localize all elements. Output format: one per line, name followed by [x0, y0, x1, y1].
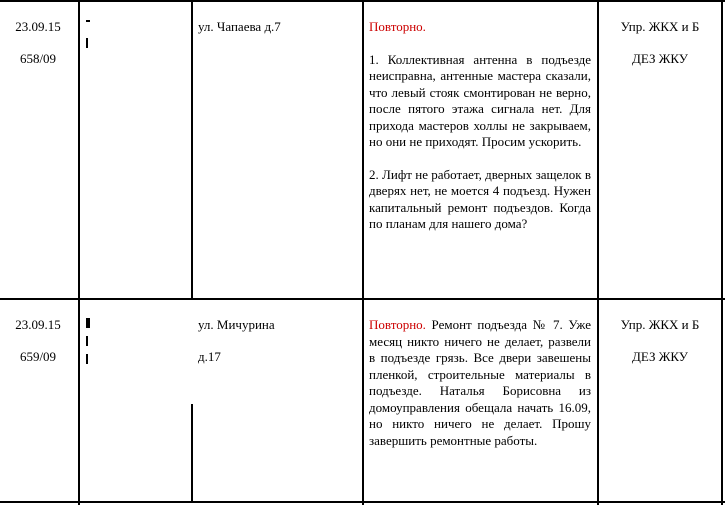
column-divider [362, 0, 364, 505]
row-org-primary: Упр. ЖКХ и Б [620, 317, 700, 332]
row-divider [0, 501, 725, 503]
request-paragraph: 1. Коллективная антенна в подъезде неисправна, антенные мастера сказали, что левый стояк смонтирован не верно, после пятого этажа сигнала нет. Для прихода мастеров холлы не закрываем, но они не приходят. Просим ускорить. [369, 51, 591, 149]
request-paragraph: 2. Лифт не работает, дверных защелок в дверях нет, не моется 4 подъезд. Нужен капитальный ремонт подъездов. Когда по планам для нашего дома? [369, 166, 591, 231]
redacted-block [82, 4, 192, 296]
column-divider [721, 0, 723, 505]
redacted-fragment [86, 354, 88, 364]
redacted-fragment [86, 20, 90, 22]
row-address-house: д.17 [198, 349, 221, 364]
redacted-fragment [86, 38, 88, 48]
redacted-fragment [86, 318, 90, 328]
row-number: 659/09 [19, 349, 57, 364]
row-org-secondary: ДЕЗ ЖКУ [632, 51, 688, 66]
redacted-block-edge [191, 0, 193, 300]
column-divider [597, 0, 599, 505]
row-address: ул. Чапаева д.7 [198, 19, 281, 34]
row-date: 23.09.15 [15, 19, 61, 34]
row-divider [0, 298, 725, 300]
row-request-text [369, 19, 591, 233]
row-org-primary: Упр. ЖКХ и Б [620, 19, 700, 34]
repeat-label: Повторно. [369, 317, 426, 332]
row-divider [0, 0, 725, 2]
row-address: ул. Мичурина [198, 317, 275, 332]
repeat-label: Повторно. [369, 19, 426, 34]
row-request-text [369, 317, 591, 449]
row-number: 658/09 [19, 51, 57, 66]
row-org-secondary: ДЕЗ ЖКУ [632, 349, 688, 364]
request-paragraph: Ремонт подъезда № 7. Уже месяц никто ничего не делает, развели в подъезде грязь. Все двери завешены пленкой, строительные материалы в подъезде. Наталья Борисовна из домоуправления обещала начать 16.09, но никто ничего не делает. Прошу завершить ремонтные работы. [369, 317, 592, 448]
row-date: 23.09.15 [15, 317, 61, 332]
redacted-fragment [86, 336, 88, 346]
redacted-block [92, 302, 192, 500]
redacted-block-edge [191, 404, 193, 503]
column-divider [78, 0, 80, 505]
